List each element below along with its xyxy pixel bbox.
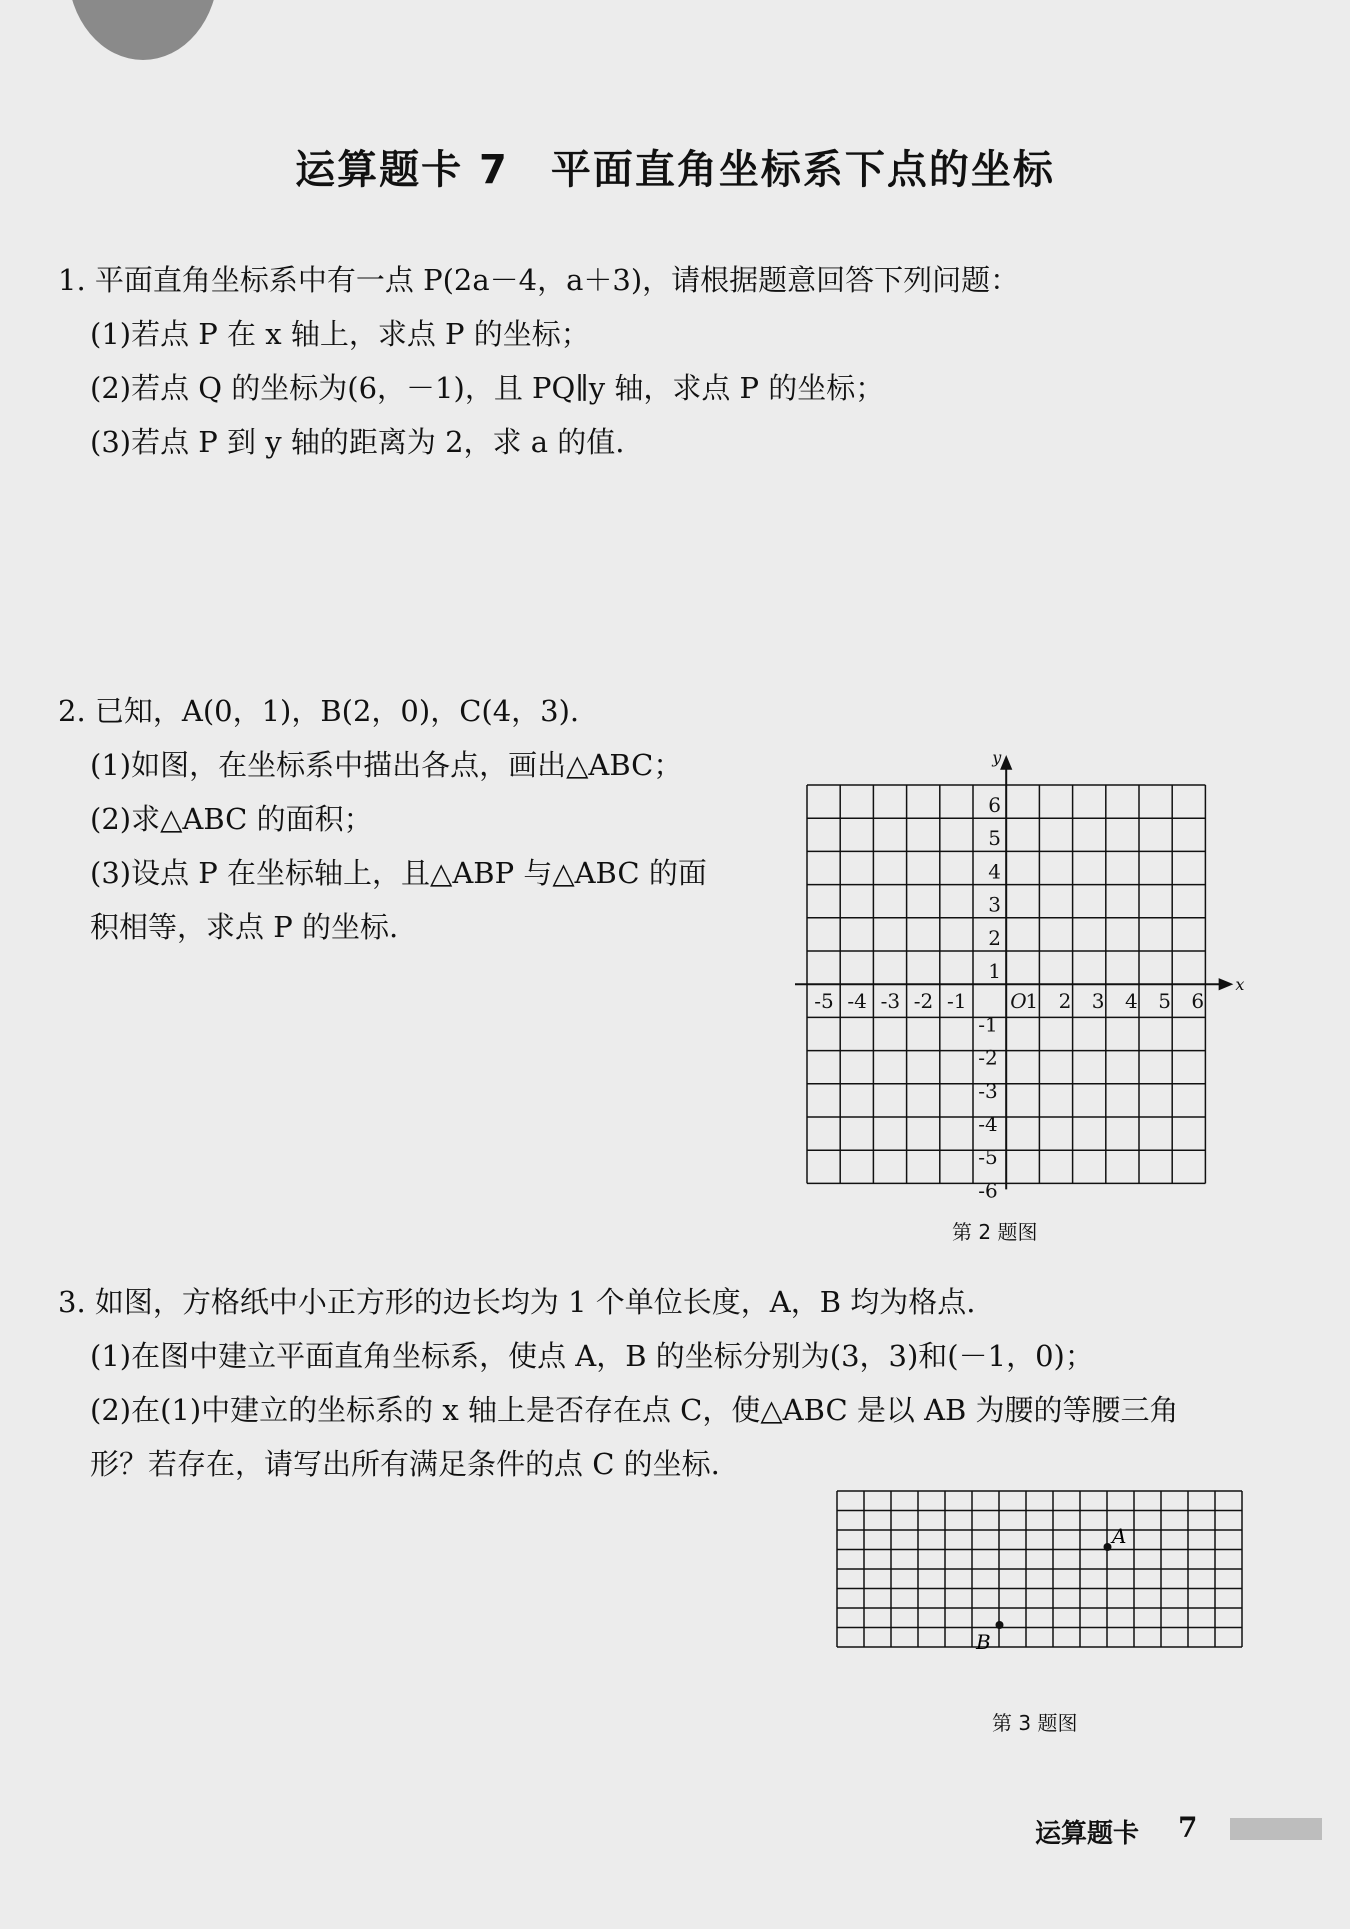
x-tick-label: 4 [1125, 989, 1138, 1014]
q2-part1: (1)如图，在坐标系中描出各点，画出△ABC； [90, 748, 683, 782]
q3-part2-line1: (2)在(1)中建立的坐标系的 x 轴上是否存在点 C，使△ABC 是以 AB 为腰的等腰三角 [90, 1393, 1179, 1427]
q2-coordinate-grid [780, 735, 1260, 1205]
q3-stem: 3. 如图，方格纸中小正方形的边长均为 1 个单位长度，A，B 均为格点. [58, 1285, 976, 1319]
x-axis-arrow [1219, 979, 1231, 989]
y-tick-label: -4 [978, 1112, 998, 1136]
y-axis-arrow [1001, 757, 1011, 769]
x-tick-label: -1 [947, 989, 967, 1014]
origin-label: O [1010, 989, 1027, 1014]
q2-part3-line2: 积相等，求点 P 的坐标. [90, 910, 399, 944]
y-tick-label: -6 [978, 1178, 998, 1203]
point-a-marker [1104, 1543, 1112, 1551]
x-tick-label: -5 [814, 989, 834, 1014]
y-tick-label: -2 [978, 1045, 998, 1070]
corner-decoration [68, 0, 218, 60]
q3-part2-line2: 形？若存在，请写出所有满足条件的点 C 的坐标. [90, 1447, 720, 1481]
x-tick-label: -2 [913, 989, 934, 1014]
y-tick-label: -1 [978, 1012, 998, 1037]
y-tick-label: 1 [988, 959, 1001, 983]
x-axis-label: x [1235, 975, 1245, 995]
q3-figure-caption: 第 3 题图 [992, 1711, 1078, 1735]
y-tick-label: 6 [988, 793, 1001, 817]
x-tick-label: 2 [1058, 989, 1072, 1014]
q2-figure-caption: 第 2 题图 [952, 1220, 1038, 1244]
y-tick-label: 4 [988, 859, 1001, 884]
q3-grid-paper [830, 1485, 1250, 1685]
y-axis-label: y [992, 748, 1002, 767]
page-title: 运算题卡 7 平面直角坐标系下点的坐标 [295, 147, 1055, 193]
x-tick-label: -4 [847, 989, 867, 1014]
point-a-label: A [1112, 1524, 1127, 1548]
x-tick-label: 5 [1158, 989, 1171, 1014]
y-tick-label: 3 [988, 892, 1001, 917]
q2-part3-line1: (3)设点 P 在坐标轴上，且△ABP 与△ABC 的面 [90, 856, 707, 890]
q1-stem: 1. 平面直角坐标系中有一点 P(2a－4，a＋3)，请根据题意回答下列问题： [58, 263, 1020, 297]
q2-stem: 2. 已知，A(0，1)，B(2，0)，C(4，3). [58, 694, 580, 728]
q1-part2: (2)若点 Q 的坐标为(6，－1)，且 PQ∥y 轴，求点 P 的坐标； [90, 371, 885, 405]
page-number: 7 [1178, 1811, 1198, 1844]
x-tick-label: 3 [1091, 989, 1105, 1014]
y-tick-label: 2 [988, 925, 1001, 950]
footer-label: 运算题卡 [1035, 1819, 1140, 1849]
q1-part3: (3)若点 P 到 y 轴的距离为 2，求 a 的值. [90, 425, 625, 459]
q1-part1: (1)若点 P 在 x 轴上，求点 P 的坐标； [90, 317, 590, 351]
point-b-marker [996, 1621, 1004, 1629]
y-tick-label: -3 [978, 1078, 998, 1103]
q3-part1: (1)在图中建立平面直角坐标系，使点 A，B 的坐标分别为(3，3)和(－1，0)； [90, 1339, 1094, 1373]
point-b-label: B [976, 1630, 991, 1654]
footer-bar [1230, 1818, 1322, 1840]
y-tick-label: -5 [978, 1145, 998, 1170]
x-tick-label: 1 [1025, 989, 1039, 1014]
x-tick-label: -3 [880, 989, 901, 1014]
q2-part2: (2)求△ABC 的面积； [90, 802, 373, 836]
x-tick-label: 6 [1191, 989, 1205, 1014]
y-tick-label: 5 [988, 826, 1001, 851]
